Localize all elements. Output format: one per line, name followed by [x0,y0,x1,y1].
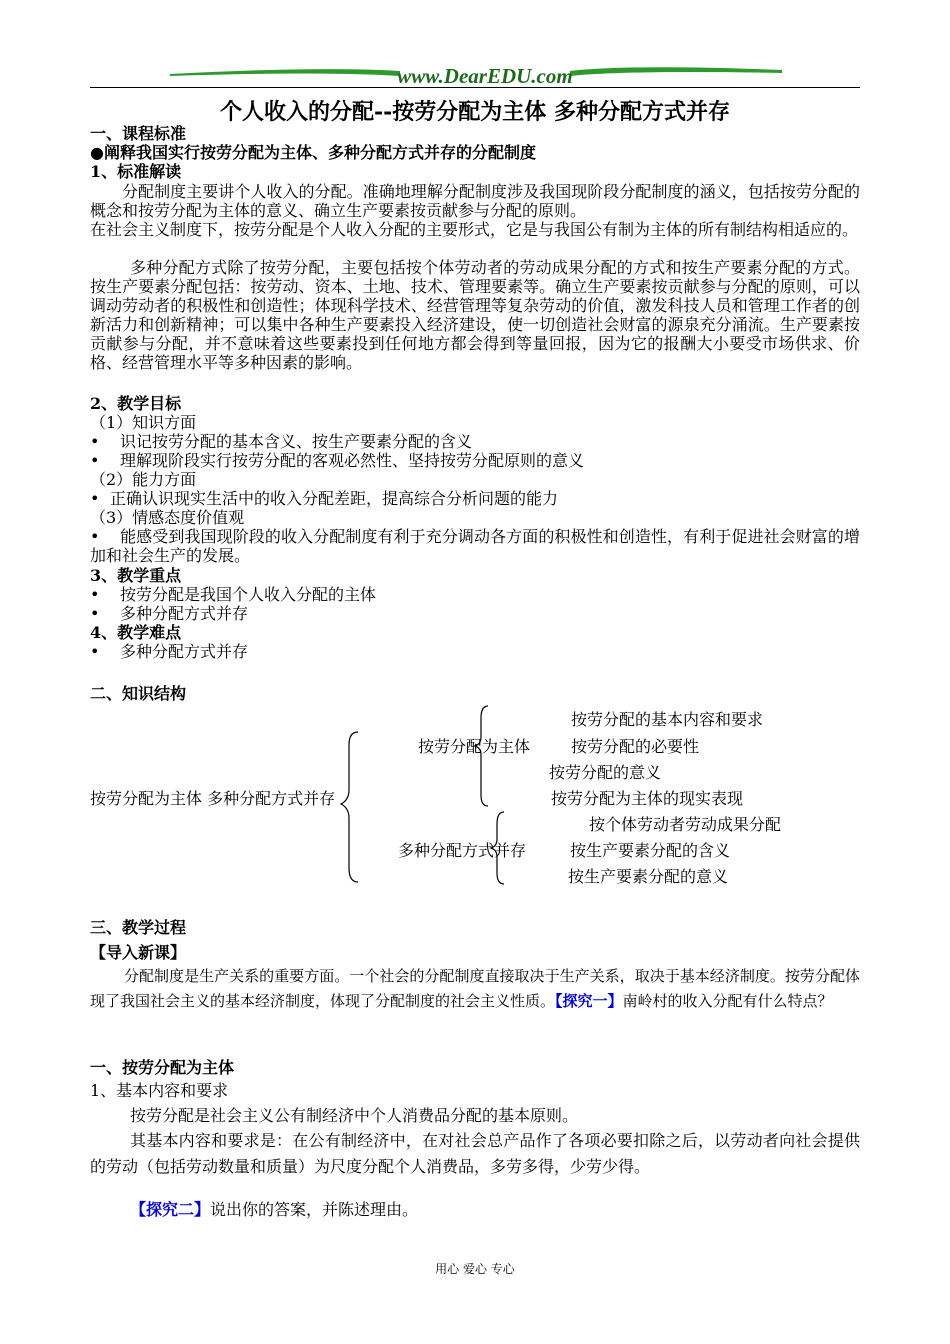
site-banner-text: www.DearEDU.com [397,64,573,88]
interpretation-paragraph-2: 在社会主义制度下，按劳分配是个人收入分配的主要形式，它是与我国公有制为主体的所有制结构相适应的。 [90,220,859,239]
branch-1-item-4: 按劳分配为主体的现实表现 [551,789,744,808]
branch-1-item-1: 按劳分配的基本内容和要求 [571,710,764,729]
explore-2-label: 【探究二】 [130,1200,211,1219]
standard-interpretation-heading: 1、标准解读 [90,162,182,181]
emotion-item-1: • 能感受到我国现阶段的收入分配制度有利于充分调动各方面的积极性和创造性，有利于促进社会财富的增加和社会生产的发展。 [90,527,860,565]
interpretation-paragraph-3: 多种分配方式除了按劳分配，主要包括按个体劳动者的劳动成果分配的方式和按生产要素分配的方式。按生产要素分配包括：按劳动、资本、土地、技术、管理要素等。确立生产要素按贡献参与分配的原则，可以调动劳动者的积极性和创造性；体现科学技术、经营管理等复杂劳动的价值，激发科技人员和管理工作者的创新活力和创新精神；可以集中各种生产要素投入经济建设，使一切创造社会财富的源泉充分涌流。生产要素按贡献参与分配，并不意味着这些要素投到任何地方都会得到等量回报，因为它的报酬大小要受市场供求、价格、经营管理水平等多种因素的影响。 [90,258,860,372]
course-standard: ●阐释我国实行按劳分配为主体、多种分配方式并存的分配制度 [90,143,536,162]
explore-2-line: 【探究二】说出你的答案，并陈述理由。 [130,1200,419,1219]
key-point-1: • 按劳分配是我国个人收入分配的主体 [90,585,377,604]
key-points-heading: 3、教学重点 [90,566,182,585]
branch-2-item-2: 按生产要素分配的含义 [570,841,731,860]
branch-1-brace [475,706,488,806]
section-3-heading: 三、教学过程 [90,918,187,937]
branch-1-item-2: 按劳分配的必要性 [571,737,700,756]
section-2-heading: 二、知识结构 [90,684,187,703]
structure-branch-1: 按劳分配为主体 [418,737,531,756]
structure-root: 按劳分配为主体 多种分配方式并存 [90,789,336,808]
intro-paragraph: 分配制度是生产关系的重要方面。一个社会的分配制度直接取决于生产关系，取决于基本经济制度。按劳分配体现了我国社会主义的基本经济制度，体现了分配制度的社会主义性质。【探究一】南岭村的收入分配有什么特点？ [90,967,860,1010]
ability-heading: （2）能力方面 [90,470,197,489]
difficult-point-1: • 多种分配方式并存 [90,642,249,661]
basic-content-paragraph-1: 按劳分配是社会主义公有制经济中个人消费品分配的基本原则。 [130,1106,579,1125]
difficult-points-heading: 4、教学难点 [90,623,182,642]
bullet-icon: • [90,604,100,623]
basic-content-heading: 1、基本内容和要求 [90,1081,229,1100]
branch-2-item-1: 按个体劳动者劳动成果分配 [589,815,782,834]
emotion-heading: （3）情感态度价值观 [90,508,245,527]
intro-heading: 【导入新课】 [90,943,187,962]
branch-2-item-3: 按生产要素分配的意义 [568,867,729,886]
section-1-heading: 一、课程标准 [90,124,187,143]
page-footer: 用心 爱心 专心 [435,1262,515,1276]
branch-1-item-3: 按劳分配的意义 [549,763,662,782]
key-point-2: • 多种分配方式并存 [90,604,249,623]
explore-1-label: 【探究一】 [555,992,623,1010]
teaching-goals-heading: 2、教学目标 [90,394,182,413]
site-banner-logo [170,62,782,88]
bullet-icon: • [90,527,100,546]
ability-item-1: • 正确认识现实生活中的收入分配差距，提高综合分析问题的能力 [90,489,559,508]
basic-content-paragraph-2: 其基本内容和要求是：在公有制经济中，在对社会总产品作了各项必要扣除之后，以劳动者向社会提供的劳动（包括劳动数量和质量）为尺度分配个人消费品，多劳多得，少劳少得。 [90,1131,860,1176]
bullet-icon: • [90,642,100,661]
header-rule [90,87,860,88]
bullet-icon: • [90,585,100,604]
section-4-heading: 一、按劳分配为主体 [90,1058,235,1077]
knowledge-item-2: • 理解现阶段实行按劳分配的客观必然性、坚持按劳分配原则的意义 [90,451,585,470]
bullet-icon: • [90,489,100,508]
interpretation-paragraph-1: 分配制度主要讲个人收入的分配。准确地理解分配制度涉及我国现阶段分配制度的涵义，包括按劳分配的概念和按劳分配为主体的意义、确立生产要素按贡献参与分配的原则。 [90,182,860,220]
bullet-icon: • [90,432,100,451]
knowledge-heading: （1）知识方面 [90,413,197,432]
structure-branch-2: 多种分配方式并存 [398,841,527,860]
knowledge-item-1: • 识记按劳分配的基本含义、按生产要素分配的含义 [90,432,473,451]
bullet-icon: • [90,451,100,470]
page-title: 个人收入的分配--按劳分配为主体 多种分配方式并存 [220,99,730,125]
root-brace [341,732,358,882]
